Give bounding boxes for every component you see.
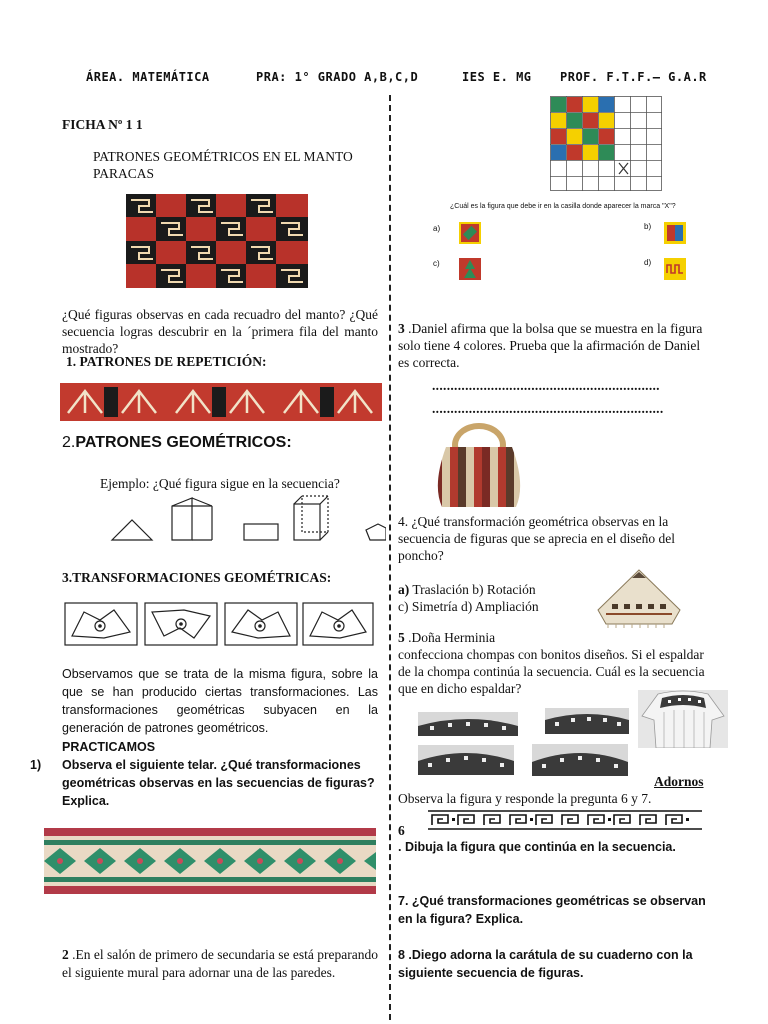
question-4-options-line2: c) Simetría d) Ampliación [398,599,539,614]
section-3-heading: 3.TRANSFORMACIONES GEOMÉTRICAS: [62,570,332,585]
section-2-number: 2. [62,434,76,451]
question-3-number: 3 [398,321,405,336]
header-grade: PRA: 1° GRADO A,B,C,D [256,70,419,84]
section-1-heading: 1. PATRONES DE REPETICIÓN: [66,354,267,369]
diamond-icon [463,226,477,240]
section-2-title: PATRONES GEOMÉTRICOS: [75,434,292,451]
sweater-option-1-image[interactable] [418,712,518,736]
blue-bar-icon [675,225,683,241]
question-6-text: . Dibuja la figura que continúa en la secuencia. [398,840,676,854]
answer-line-2[interactable]: ............................................................... [432,401,664,416]
woven-bag-image [432,423,526,507]
green-triangles-icon [459,258,481,280]
sweater-back-image [638,690,728,748]
adornos-label: Adornos [654,774,704,789]
triangular-prism-figure [172,498,212,540]
option-b-tile[interactable] [664,222,686,244]
title-line1: PATRONES GEOMÉTRICOS EN EL MANTO [93,149,353,164]
pentagon-figure [366,524,386,540]
rectangle-figure [244,524,278,540]
transformations-figures [64,602,374,646]
observe-6-7: Observa la figura y responde la pregunta 6 y 7. [398,791,652,806]
question-4-options-a-b: Traslación b) Rotación [409,582,536,597]
question-8 [398,946,710,982]
section-2-heading [62,434,292,452]
option-c-tile[interactable] [459,258,481,280]
option-d-label: d) [644,258,652,267]
fret-pattern-icon [664,258,686,280]
question-2-text: .En el salón de primero de secundaria se está preparando el siguiente mural para adornar una de las paredes. [62,947,378,980]
observe-paragraph: Observamos que se trata de la misma figura, sobre la que se han producido ciertas transformaciones. Las transformaciones geométricas subyacen en la generación de patrones geométricos. [62,667,378,735]
question-6-number: 6 [398,823,405,838]
column-divider [389,95,391,1020]
intro-questions: ¿Qué figuras observas en cada recuadro del manto? ¿Qué secuencia logras descubrir en la ´primera fila del manto mostrado? [62,307,378,356]
question-7-text: 7. ¿Qué transformaciones geométricas se observan en la figura? Explica. [398,894,706,926]
question-3 [398,320,710,371]
greek-fret-band-image [428,810,702,830]
sweater-option-3-image[interactable] [418,745,514,775]
question-2-number: 2 [62,947,69,962]
triangle-figure [112,520,152,540]
question-4-text: 4. ¿Qué transformación geométrica observas en la secuencia de figuras que se aprecia en el diseño del poncho? [398,514,675,563]
question-5-number: 5 [398,630,405,645]
question-3-text: .Daniel afirma que la bolsa que se muestra en la figura solo tiene 4 colores. Prueba que la afirmación de Daniel es correcta. [398,321,703,370]
question-1-text: Observa el siguiente telar. ¿Qué transformaciones geométricas observas en las secuencias de figuras? Explica. [62,758,375,808]
loom-textile-image [44,828,376,894]
geometric-sequence-figures [108,494,386,546]
example-question: Ejemplo: ¿Qué figura sigue en la secuencia? [100,476,340,491]
header-teacher: PROF. F.T.F.– G.A.R [560,70,707,84]
question-5-line1 [398,629,495,646]
poncho-image [592,568,686,628]
question-4-option-a-letter: a) [398,582,410,597]
question-4-options-line1 [398,581,536,598]
pattern-grid-image [550,96,662,191]
question-2 [62,946,378,982]
option-a-label: a) [433,224,441,233]
answer-line-1[interactable]: .............................................................. [432,378,660,393]
question-8-text: .Diego adorna la carátula de su cuaderno con la siguiente secuencia de figuras. [398,948,693,980]
header-school: IES E. MG [462,70,532,84]
header-area: ÁREA. MATEMÁTICA [86,70,210,84]
question-5-intro: .Doña Herminia [404,630,496,645]
question-5-text: confecciona chompas con bonitos diseños. Si el espaldar de la chompa continúa la secuencia. Cuál es la secuencia que en dicho espaldar? [398,647,705,696]
paracas-mantle-image [126,194,308,288]
sweater-option-4-image[interactable] [532,744,628,776]
option-c-label: c) [433,259,440,268]
option-d-tile[interactable] [664,258,686,280]
sweater-option-2-image[interactable] [545,708,629,734]
question-1-number: 1) [30,758,42,772]
option-b-label: b) [644,222,652,231]
red-bar-icon [667,225,675,241]
option-a-tile[interactable] [459,222,481,244]
question-8-number: 8 [398,948,405,962]
repetition-pattern-image [60,383,382,421]
ficha-number: FICHA Nº 1 1 [62,117,143,132]
practice-heading: PRACTICAMOS [62,740,156,754]
rectangular-prism-figure [294,496,328,540]
title-line2: PARACAS [93,166,155,181]
grid-question: ¿Cuál es la figura que debe ir en la casilla donde aparecer la marca "X"? [450,203,676,210]
